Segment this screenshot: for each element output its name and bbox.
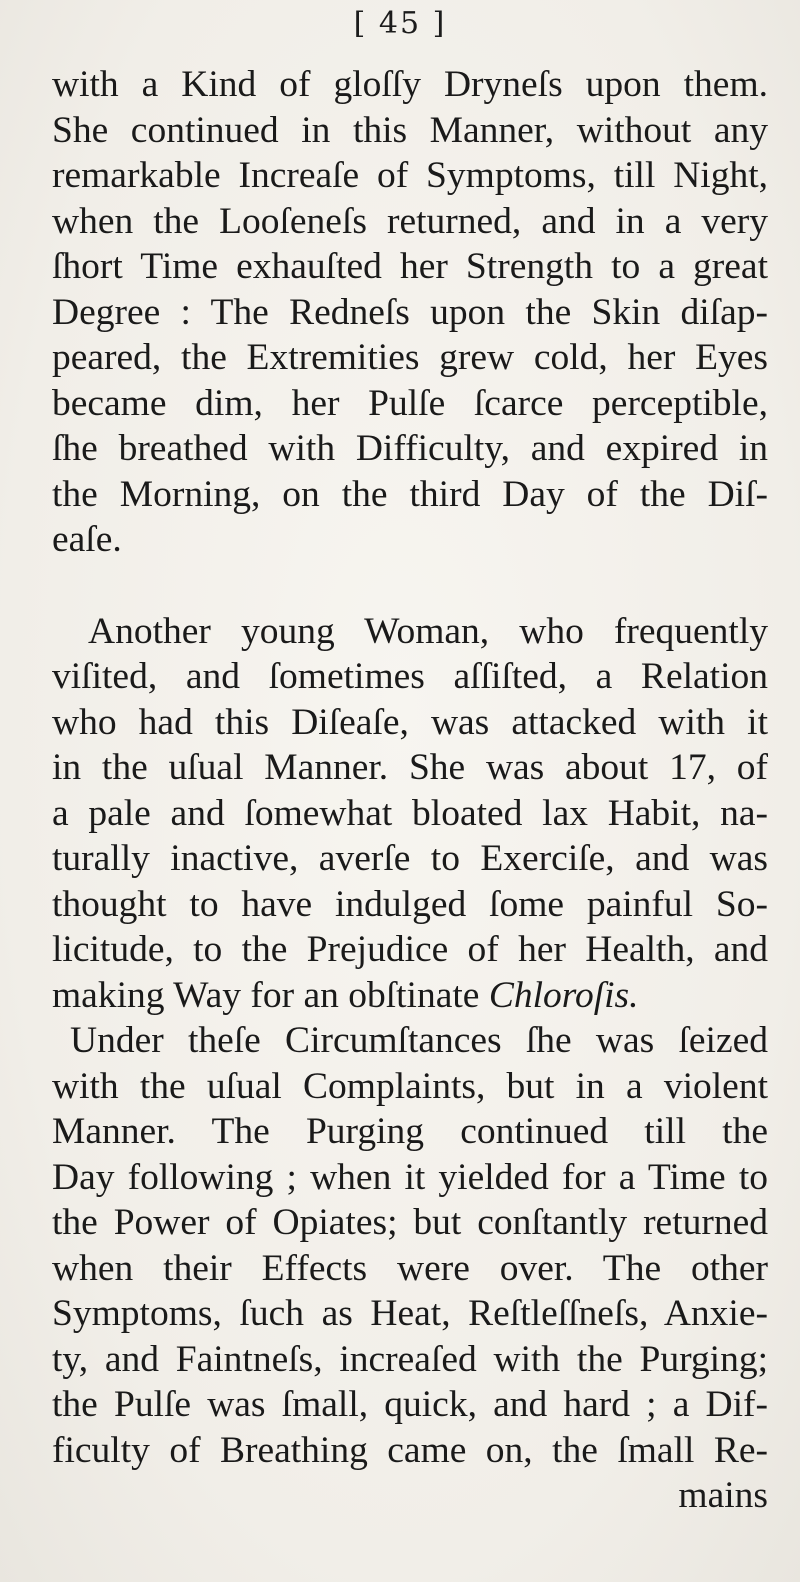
text-line: Symptoms, ſuch as Heat, Reſtleſſneſs, Anxie-: [52, 1293, 768, 1334]
text-line: a pale and ſomewhat bloated lax Habit, na-: [52, 792, 768, 834]
text-line: ſhe breathed with Difficulty, and expired in: [52, 428, 768, 469]
text-line: Another young Woman, who frequently: [88, 610, 768, 652]
text-line: with a Kind of gloſſy Dryneſs upon them.: [52, 64, 768, 105]
page-number: [ 45 ]: [353, 6, 447, 41]
text-line: ty, and Faintneſs, increaſed with the Purging;: [52, 1338, 768, 1380]
text-line: viſited, and ſometimes aſſiſted, a Relation: [52, 656, 768, 697]
text-line: remarkable Increaſe of Symptoms, till Night,: [52, 155, 768, 196]
text-line: ſhort Time exhauſted her Strength to a great: [52, 246, 768, 287]
text-line: when the Looſeneſs returned, and in a very: [52, 200, 768, 242]
paragraph-gap: [52, 563, 768, 609]
text-line: the Morning, on the third Day of the Diſ-: [52, 473, 768, 515]
text-line: who had this Diſeaſe, was attacked with it: [52, 701, 768, 743]
catchword: mains: [678, 1475, 768, 1516]
text-line: Degree : The Redneſs upon the Skin diſap-: [52, 291, 768, 333]
text-run: making Way for an obſtinate: [52, 974, 489, 1016]
text-line: Under theſe Circumſtances ſhe was ſeized: [70, 1020, 768, 1061]
text-line: [52, 973, 768, 1019]
body-text: [52, 62, 768, 1519]
text-line: when their Effects were over. The other: [52, 1247, 768, 1289]
text-line: with the uſual Complaints, but in a violent: [52, 1065, 768, 1107]
text-line: peared, the Extremities grew cold, her Eyes: [52, 337, 768, 378]
text-line: the Pulſe was ſmall, quick, and hard ; a Dif-: [52, 1384, 768, 1425]
text-line: turally inactive, averſe to Exerciſe, and was: [52, 838, 768, 879]
text-line: thought to have indulged ſome painful So-: [52, 883, 768, 925]
text-line: the Power of Opiates; but conſtantly returned: [52, 1202, 768, 1243]
text-line: in the uſual Manner. She was about 17, of: [52, 747, 768, 788]
text-line: became dim, her Pulſe ſcarce perceptible,: [52, 382, 768, 424]
text-line: Day following ; when it yielded for a Time to: [52, 1156, 768, 1198]
text-line: She continued in this Manner, without any: [52, 109, 768, 151]
text-line: ficulty of Breathing came on, the ſmall Re-: [52, 1429, 768, 1471]
text-line: licitude, to the Prejudice of her Health, and: [52, 929, 768, 970]
text-line: eaſe.: [52, 519, 122, 560]
italic-term: Chloroſis.: [488, 974, 639, 1016]
text-line: Manner. The Purging continued till the: [52, 1111, 768, 1152]
